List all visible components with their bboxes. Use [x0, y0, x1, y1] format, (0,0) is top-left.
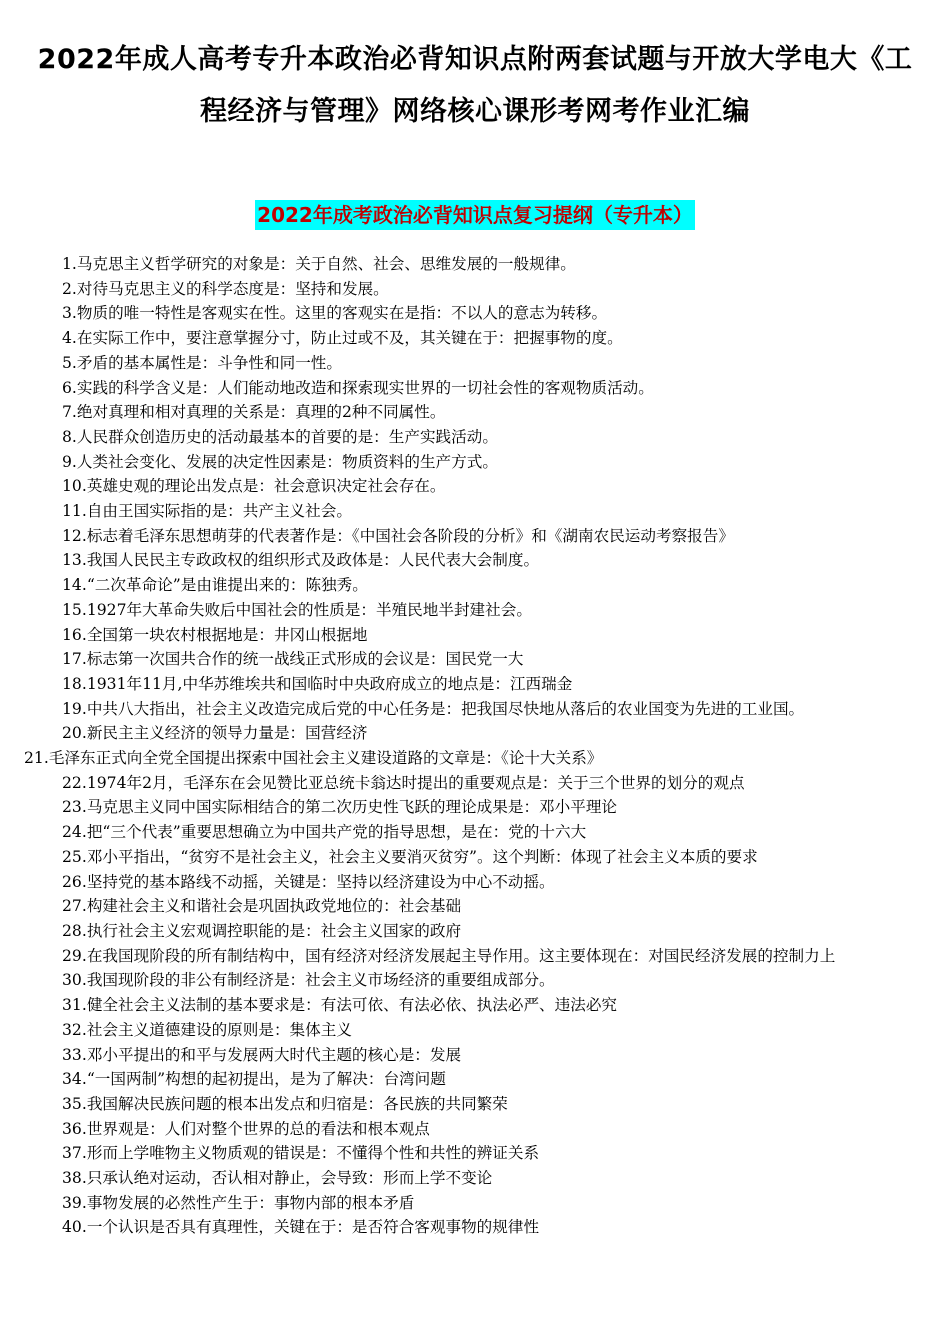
- knowledge-point-item: [24, 400, 926, 425]
- item-text: 邓小平指出，“贫穷不是社会主义，社会主义要消灭贫穷”。这个判断：体现了社会主义本质的要求: [86, 847, 758, 866]
- knowledge-point-item: [24, 277, 926, 302]
- item-text: “一国两制”构想的起初提出，是为了解决：台湾问题: [86, 1070, 446, 1089]
- item-number: 27.: [62, 897, 87, 916]
- item-text: 构建社会主义和谐社会是巩固执政党地位的：社会基础: [86, 897, 462, 916]
- item-number: 13.: [62, 551, 87, 570]
- knowledge-point-item: [24, 771, 926, 796]
- item-text: 我国现阶段的非公有制经济是：社会主义市场经济的重要组成部分。: [86, 971, 555, 990]
- knowledge-point-item: [24, 301, 926, 326]
- item-number: 14.: [62, 576, 87, 595]
- item-number: 5.: [62, 353, 77, 372]
- knowledge-point-item: [24, 252, 926, 277]
- item-text: 在实际工作中，要注意掌握分寸，防止过或不及，其关键在于：把握事物的度。: [76, 329, 623, 348]
- item-number: 33.: [62, 1045, 87, 1064]
- item-text: 1931年11月,中华苏维埃共和国临时中央政府成立的地点是：江西瑞金: [86, 674, 573, 693]
- item-text: 英雄史观的理论出发点是：社会意识决定社会存在。: [86, 477, 446, 496]
- item-text: 毛泽东正式向全党全国提出探索中国社会主义建设道路的文章是：《论十大关系》: [48, 749, 603, 768]
- item-text: 事物发展的必然性产生于：事物内部的根本矛盾: [86, 1193, 415, 1212]
- section-heading-container: [24, 200, 926, 232]
- item-text: 在我国现阶段的所有制结构中，国有经济对经济发展起主导作用。这主要体现在：对国民经济发展的控制力上: [86, 946, 836, 965]
- item-number: 35.: [62, 1094, 87, 1113]
- item-number: 11.: [62, 502, 87, 521]
- item-text: 物质的唯一特性是客观实在性。这里的客观实在是指：不以人的意志为转移。: [76, 304, 608, 323]
- knowledge-point-item: [24, 1166, 926, 1191]
- item-number: 3.: [62, 304, 77, 323]
- knowledge-point-item: [24, 1141, 926, 1166]
- item-number: 6.: [62, 378, 77, 397]
- item-text: 自由王国实际指的是：共产主义社会。: [86, 502, 352, 521]
- item-number: 22.: [62, 773, 87, 792]
- knowledge-point-item: [24, 647, 926, 672]
- item-text: 我国人民民主专政政权的组织形式及政体是：人民代表大会制度。: [86, 551, 540, 570]
- item-number: 16.: [62, 625, 87, 644]
- item-text: 世界观是：人们对整个世界的总的看法和根本观点: [86, 1119, 430, 1138]
- item-text: 实践的科学含义是：人们能动地改造和探索现实世界的一切社会性的客观物质活动。: [76, 378, 654, 397]
- item-number: 4.: [62, 329, 77, 348]
- item-number: 34.: [62, 1070, 87, 1089]
- item-text: 新民主主义经济的领导力量是：国营经济: [86, 724, 368, 743]
- item-number: 38.: [62, 1169, 87, 1188]
- knowledge-point-item: [24, 968, 926, 993]
- document-title-line-1: 2022年成人高考专升本政治必背知识点附两套试题与开放大学电大《工: [37, 44, 913, 75]
- item-text: 社会主义道德建设的原则是：集体主义: [86, 1020, 352, 1039]
- knowledge-point-item: [24, 1018, 926, 1043]
- item-number: 10.: [62, 477, 87, 496]
- knowledge-point-item: [24, 1067, 926, 1092]
- item-text: 一个认识是否具有真理性，关键在于：是否符合客观事物的规律性: [86, 1218, 540, 1237]
- item-text: 只承认绝对运动，否认相对静止，会导致：形而上学不变论: [86, 1169, 493, 1188]
- item-number: 36.: [62, 1119, 87, 1138]
- item-number: 15.: [62, 600, 87, 619]
- item-number: 37.: [62, 1144, 87, 1163]
- item-text: 矛盾的基本属性是：斗争性和同一性。: [76, 353, 342, 372]
- item-number: 7.: [62, 403, 77, 422]
- item-text: 形而上学唯物主义物质观的错误是：不懂得个性和共性的辨证关系: [86, 1144, 540, 1163]
- knowledge-point-item: [24, 573, 926, 598]
- item-number: 32.: [62, 1020, 87, 1039]
- item-text: 中共八大指出，社会主义改造完成后党的中心任务是：把我国尽快地从落后的农业国变为先进的工业国。: [86, 699, 805, 718]
- item-number: 39.: [62, 1193, 87, 1212]
- knowledge-point-item: [24, 672, 926, 697]
- item-text: “二次革命论”是由谁提出来的：陈独秀。: [86, 576, 368, 595]
- item-number: 25.: [62, 847, 87, 866]
- knowledge-point-item: [24, 944, 926, 969]
- knowledge-point-item: [24, 499, 926, 524]
- item-number: 2.: [62, 279, 77, 298]
- item-text: 马克思主义同中国实际相结合的第二次历史性飞跃的理论成果是：邓小平理论: [86, 798, 618, 817]
- knowledge-point-item: [24, 746, 926, 771]
- item-number: 19.: [62, 699, 87, 718]
- knowledge-point-item: [24, 351, 926, 376]
- section-heading: 2022年成考政治必背知识点复习提纲（专升本）: [255, 200, 695, 230]
- item-number: 31.: [62, 996, 87, 1015]
- item-number: 23.: [62, 798, 87, 817]
- knowledge-point-item: [24, 1043, 926, 1068]
- item-number: 20.: [62, 724, 87, 743]
- knowledge-point-item: [24, 1117, 926, 1142]
- knowledge-point-item: [24, 524, 926, 549]
- item-text: 绝对真理和相对真理的关系是：真理的2种不同属性。: [76, 403, 446, 422]
- knowledge-point-item: [24, 376, 926, 401]
- knowledge-point-item: [24, 425, 926, 450]
- item-number: 26.: [62, 872, 87, 891]
- item-text: 马克思主义哲学研究的对象是：关于自然、社会、思维发展的一般规律。: [76, 255, 576, 273]
- item-text: 我国解决民族问题的根本出发点和归宿是：各民族的共同繁荣: [86, 1094, 508, 1113]
- item-text: 对待马克思主义的科学态度是：坚持和发展。: [76, 279, 389, 298]
- item-text: 标志第一次国共合作的统一战线正式形成的会议是：国民党一大: [86, 650, 524, 669]
- knowledge-point-item: [24, 870, 926, 895]
- knowledge-point-item: [24, 795, 926, 820]
- document-title-line-2: 程经济与管理》网络核心课形考网考作业汇编: [200, 96, 750, 127]
- knowledge-point-item: [24, 820, 926, 845]
- item-text: 全国第一块农村根据地是：井冈山根据地: [86, 625, 368, 644]
- item-text: 1974年2月，毛泽东在会见赞比亚总统卡翁达时提出的重要观点是：关于三个世界的划分的观点: [86, 773, 745, 792]
- knowledge-point-item: [24, 1092, 926, 1117]
- item-number: 28.: [62, 921, 87, 940]
- knowledge-point-item: [24, 548, 926, 573]
- item-text: 邓小平提出的和平与发展两大时代主题的核心是：发展: [86, 1045, 462, 1064]
- item-text: 健全社会主义法制的基本要求是：有法可依、有法必依、执法必严、违法必究: [86, 996, 618, 1015]
- item-number: 17.: [62, 650, 87, 669]
- item-number: 1.: [62, 255, 77, 273]
- knowledge-point-item: [24, 697, 926, 722]
- document-title: [24, 34, 926, 138]
- knowledge-point-item: [24, 1191, 926, 1216]
- item-number: 21.: [24, 749, 49, 768]
- knowledge-point-item: [24, 598, 926, 623]
- item-text: 人类社会变化、发展的决定性因素是：物质资料的生产方式。: [76, 452, 498, 471]
- knowledge-point-list: [24, 252, 926, 1240]
- item-number: 12.: [62, 526, 87, 545]
- item-text: 执行社会主义宏观调控职能的是：社会主义国家的政府: [86, 921, 462, 940]
- knowledge-point-item: [24, 623, 926, 648]
- item-number: 8.: [62, 427, 77, 446]
- item-number: 24.: [62, 823, 87, 842]
- knowledge-point-item: [24, 326, 926, 351]
- knowledge-point-item: [24, 919, 926, 944]
- knowledge-point-item: [24, 1215, 926, 1240]
- item-number: 40.: [62, 1218, 87, 1237]
- knowledge-point-item: [24, 993, 926, 1018]
- item-text: 标志着毛泽东思想萌芽的代表著作是：《中国社会各阶段的分析》和《湖南农民运动考察报告》: [86, 526, 734, 545]
- item-number: 29.: [62, 946, 87, 965]
- knowledge-point-item: [24, 450, 926, 475]
- item-number: 9.: [62, 452, 77, 471]
- item-text: 把“三个代表”重要思想确立为中国共产党的指导思想，是在：党的十六大: [86, 823, 587, 842]
- item-number: 18.: [62, 674, 87, 693]
- knowledge-point-item: [24, 845, 926, 870]
- item-text: 人民群众创造历史的活动最基本的首要的是：生产实践活动。: [76, 427, 498, 446]
- knowledge-point-item: [24, 474, 926, 499]
- knowledge-point-item: [24, 721, 926, 746]
- knowledge-point-item: [24, 894, 926, 919]
- item-number: 30.: [62, 971, 87, 990]
- item-text: 1927年大革命失败后中国社会的性质是：半殖民地半封建社会。: [86, 600, 532, 619]
- item-text: 坚持党的基本路线不动摇，关键是：坚持以经济建设为中心不动摇。: [86, 872, 555, 891]
